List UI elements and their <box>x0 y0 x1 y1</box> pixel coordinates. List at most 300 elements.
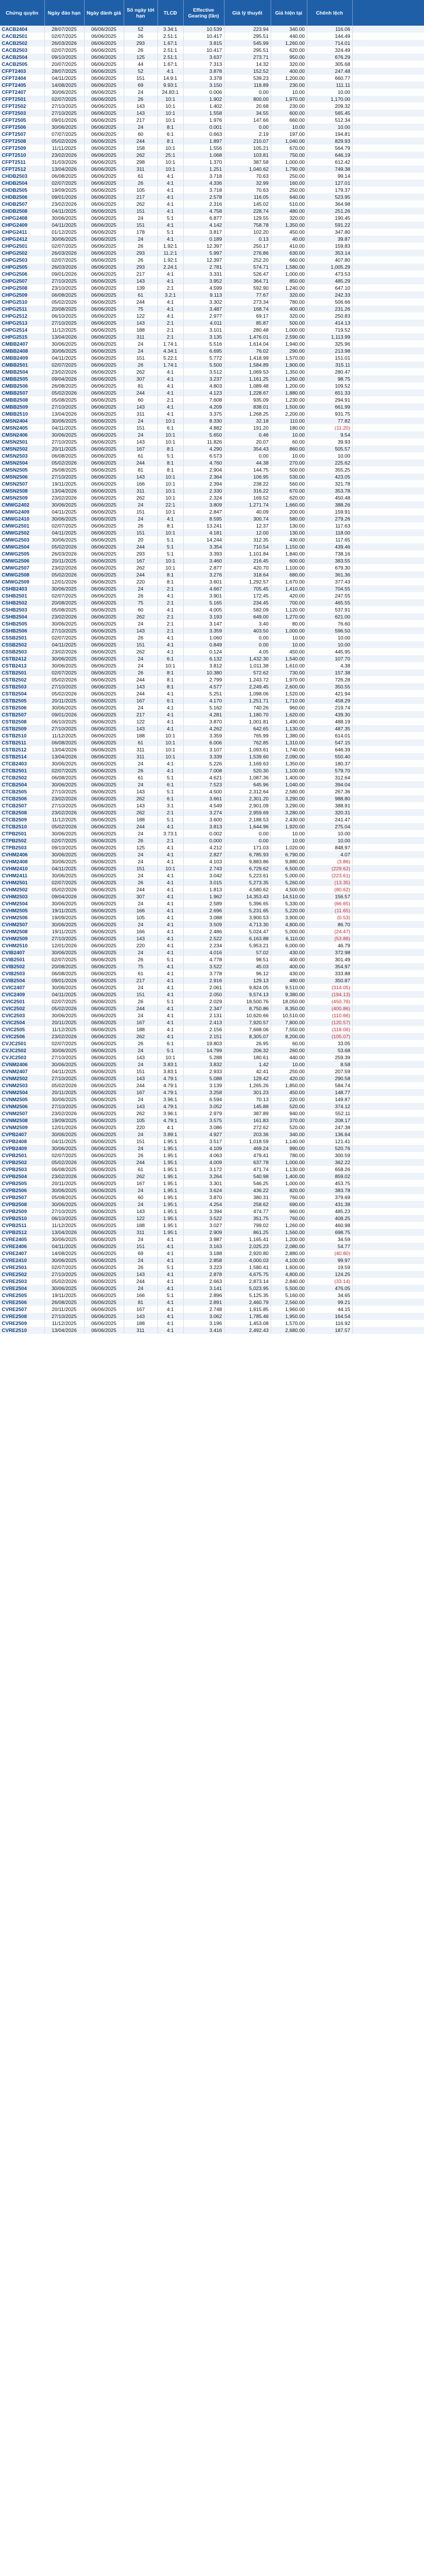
cell-spare <box>352 998 424 1005</box>
cell-current-price: 850.00 <box>271 277 307 284</box>
table-row <box>0 634 424 641</box>
table-row <box>0 1103 424 1110</box>
cell-warrant-code: CFPT2403 <box>0 68 44 75</box>
cell-conversion-ratio: 4:1 <box>157 236 183 243</box>
cell-warrant-code: CMWG2506 <box>0 557 44 564</box>
cell-spare <box>352 634 424 641</box>
cell-days-to-maturity: 24 <box>124 89 157 96</box>
table-row <box>0 1215 424 1222</box>
cell-conversion-ratio: 4:1 <box>157 718 183 725</box>
table-row <box>0 816 424 823</box>
cell-warrant-code: CVRE2410 <box>0 1257 44 1264</box>
cell-difference: 225.62 <box>307 459 352 466</box>
cell-spare <box>352 1061 424 1068</box>
cell-theoretical-price: 1,476.01 <box>224 333 271 340</box>
cell-valuation-date: 06/06/2025 <box>84 1208 124 1215</box>
cell-valuation-date: 06/06/2025 <box>84 704 124 711</box>
cell-maturity-date: 06/08/2025 <box>44 970 84 977</box>
table-row <box>0 194 424 201</box>
cell-conversion-ratio: 3.34:1 <box>157 26 183 33</box>
table-row <box>0 697 424 704</box>
cell-maturity-date: 23/02/2026 <box>44 564 84 571</box>
cell-days-to-maturity: 24 <box>124 215 157 222</box>
cell-maturity-date: 20/11/2025 <box>44 697 84 704</box>
table-row <box>0 991 424 998</box>
cell-maturity-date: 02/07/2025 <box>44 592 84 599</box>
cell-warrant-code: CVIC2505 <box>0 1026 44 1033</box>
cell-valuation-date: 06/06/2025 <box>84 326 124 333</box>
cell-valuation-date: 06/06/2025 <box>84 970 124 977</box>
cell-effective-gearing: 2.799 <box>183 676 224 683</box>
cell-current-price: 400.00 <box>271 956 307 963</box>
cell-spare <box>352 1292 424 1299</box>
cell-valuation-date: 06/06/2025 <box>84 809 124 816</box>
table-row <box>0 795 424 802</box>
cell-days-to-maturity: 166 <box>124 907 157 914</box>
cell-effective-gearing: 3.163 <box>183 1243 224 1250</box>
cell-effective-gearing: 2.324 <box>183 494 224 501</box>
cell-conversion-ratio: 10:1 <box>157 739 183 746</box>
table-row <box>0 753 424 760</box>
cell-effective-gearing: 2.316 <box>183 201 224 208</box>
cell-difference: 439.30 <box>307 711 352 718</box>
table-row <box>0 1145 424 1152</box>
cell-difference: 333.88 <box>307 970 352 977</box>
cell-spare <box>352 47 424 54</box>
cell-days-to-maturity: 262 <box>124 809 157 816</box>
cell-conversion-ratio: 4:1 <box>157 515 183 522</box>
cell-current-price: 1,710.00 <box>271 697 307 704</box>
cell-days-to-maturity: 61 <box>124 739 157 746</box>
cell-warrant-code: CMWG2409 <box>0 508 44 515</box>
cell-conversion-ratio: 4:1 <box>157 1306 183 1313</box>
cell-valuation-date: 06/06/2025 <box>84 277 124 284</box>
cell-valuation-date: 06/06/2025 <box>84 1201 124 1208</box>
cell-difference: (80.62) <box>307 886 352 893</box>
cell-valuation-date: 06/06/2025 <box>84 26 124 33</box>
cell-valuation-date: 06/06/2025 <box>84 858 124 865</box>
cell-difference: 379.69 <box>307 1194 352 1201</box>
cell-maturity-date: 14/08/2025 <box>44 82 84 89</box>
cell-current-price: 2,090.00 <box>271 753 307 760</box>
cell-warrant-code: CHPG2411 <box>0 229 44 236</box>
cell-valuation-date: 06/06/2025 <box>84 1082 124 1089</box>
cell-theoretical-price: 838.01 <box>224 403 271 410</box>
cell-spare <box>352 215 424 222</box>
cell-theoretical-price: 574.71 <box>224 263 271 270</box>
cell-effective-gearing: 2.877 <box>183 564 224 571</box>
cell-days-to-maturity: 244 <box>124 1278 157 1285</box>
cell-current-price: 60.00 <box>271 1040 307 1047</box>
cell-difference: 364.98 <box>307 201 352 208</box>
cell-theoretical-price: 645.96 <box>224 781 271 788</box>
cell-spare <box>352 1152 424 1159</box>
cell-maturity-date: 23/02/2026 <box>44 613 84 620</box>
cell-valuation-date: 06/06/2025 <box>84 886 124 893</box>
cell-current-price: 10.00 <box>271 431 307 438</box>
cell-theoretical-price: 1,271.74 <box>224 501 271 508</box>
cell-days-to-maturity: 60 <box>124 131 157 138</box>
cell-valuation-date: 06/06/2025 <box>84 592 124 599</box>
cell-days-to-maturity: 244 <box>124 138 157 145</box>
cell-days-to-maturity: 143 <box>124 103 157 110</box>
cell-effective-gearing: 3.394 <box>183 1208 224 1215</box>
cell-conversion-ratio: 4.79:1 <box>157 1103 183 1110</box>
cell-current-price: 2,430.00 <box>271 816 307 823</box>
cell-theoretical-price: 276.86 <box>224 249 271 256</box>
table-row <box>0 54 424 61</box>
cell-spare <box>352 697 424 704</box>
cell-warrant-code: CHPG2509 <box>0 291 44 298</box>
cell-maturity-date: 20/07/2025 <box>44 61 84 68</box>
cell-theoretical-price: 172.45 <box>224 592 271 599</box>
cell-valuation-date: 06/06/2025 <box>84 718 124 725</box>
cell-theoretical-price: 40.09 <box>224 508 271 515</box>
table-row <box>0 599 424 606</box>
cell-spare <box>352 333 424 340</box>
cell-current-price: 370.00 <box>271 1117 307 1124</box>
table-row <box>0 1243 424 1250</box>
cell-valuation-date: 06/06/2025 <box>84 1243 124 1250</box>
cell-difference: (314.05) <box>307 984 352 991</box>
cell-maturity-date: 05/02/2026 <box>44 1159 84 1166</box>
cell-warrant-code: CTCB2505 <box>0 788 44 795</box>
cell-difference: 4.38 <box>307 662 352 669</box>
cell-valuation-date: 06/06/2025 <box>84 508 124 515</box>
cell-valuation-date: 06/06/2025 <box>84 1012 124 1019</box>
cell-effective-gearing: 4.212 <box>183 844 224 851</box>
cell-difference: 121.41 <box>307 1138 352 1145</box>
cell-theoretical-price: 1,539.60 <box>224 753 271 760</box>
cell-valuation-date: 06/06/2025 <box>84 1166 124 1173</box>
cell-maturity-date: 20/11/2025 <box>44 1180 84 1187</box>
cell-valuation-date: 06/06/2025 <box>84 774 124 781</box>
cell-days-to-maturity: 26 <box>124 669 157 676</box>
cell-maturity-date: 04/11/2025 <box>44 424 84 431</box>
cell-spare <box>352 704 424 711</box>
cell-difference: 584.74 <box>307 1082 352 1089</box>
cell-valuation-date: 06/06/2025 <box>84 1215 124 1222</box>
cell-warrant-code: CMSN2501 <box>0 438 44 445</box>
cell-difference: 280.47 <box>307 368 352 375</box>
cell-spare <box>352 1026 424 1033</box>
cell-valuation-date: 06/06/2025 <box>84 187 124 194</box>
cell-valuation-date: 06/06/2025 <box>84 110 124 117</box>
cell-spare <box>352 131 424 138</box>
cell-difference: 320.31 <box>307 809 352 816</box>
cell-valuation-date: 06/06/2025 <box>84 208 124 215</box>
cell-current-price: 1,260.00 <box>271 40 307 47</box>
cell-effective-gearing: 2.696 <box>183 907 224 914</box>
cell-warrant-code: CVRE2507 <box>0 1306 44 1313</box>
cell-days-to-maturity: 26 <box>124 998 157 1005</box>
cell-maturity-date: 27/10/2025 <box>44 103 84 110</box>
cell-spare <box>352 725 424 732</box>
cell-difference: 354.97 <box>307 963 352 970</box>
cell-days-to-maturity: 143 <box>124 1103 157 1110</box>
cell-days-to-maturity: 244 <box>124 1159 157 1166</box>
cell-difference: 388.91 <box>307 802 352 809</box>
cell-difference: 658.26 <box>307 1166 352 1173</box>
cell-valuation-date: 06/06/2025 <box>84 935 124 942</box>
cell-warrant-code: CHPG2505 <box>0 263 44 270</box>
cell-maturity-date: 13/04/2026 <box>44 410 84 417</box>
cell-current-price: 290.00 <box>271 347 307 354</box>
cell-theoretical-price: 520.30 <box>224 767 271 774</box>
cell-spare <box>352 40 424 47</box>
cell-theoretical-price: 12.37 <box>224 522 271 529</box>
cell-spare <box>352 1145 424 1152</box>
cell-maturity-date: 20/08/2025 <box>44 963 84 970</box>
cell-theoretical-price: 129.42 <box>224 1075 271 1082</box>
cell-theoretical-price: 258.62 <box>224 1201 271 1208</box>
cell-effective-gearing: 2.156 <box>183 1026 224 1033</box>
cell-valuation-date: 06/06/2025 <box>84 312 124 319</box>
col-header-days-to-maturity: Số ngày tới hạn <box>124 0 157 26</box>
cell-maturity-date: 27/10/2025 <box>44 683 84 690</box>
cell-valuation-date: 06/06/2025 <box>84 977 124 984</box>
cell-spare <box>352 1173 424 1180</box>
cell-conversion-ratio: 4.79:1 <box>157 1082 183 1089</box>
cell-effective-gearing: 2.663 <box>183 1278 224 1285</box>
cell-theoretical-price: 180.61 <box>224 1054 271 1061</box>
cell-warrant-code: CFPT2511 <box>0 159 44 166</box>
cell-theoretical-price: 42.41 <box>224 1068 271 1075</box>
cell-effective-gearing: 2.486 <box>183 928 224 935</box>
cell-conversion-ratio: 4:1 <box>157 907 183 914</box>
cell-days-to-maturity: 244 <box>124 886 157 893</box>
cell-difference: (53.88) <box>307 935 352 942</box>
cell-difference: 10.00 <box>307 830 352 837</box>
cell-warrant-code: CVIC2502 <box>0 1005 44 1012</box>
cell-theoretical-price: 103.81 <box>224 152 271 159</box>
cell-maturity-date: 27/10/2025 <box>44 1103 84 1110</box>
cell-theoretical-price: 191.20 <box>224 424 271 431</box>
cell-spare <box>352 1124 424 1131</box>
cell-valuation-date: 06/06/2025 <box>84 753 124 760</box>
cell-theoretical-price: 4,713.30 <box>224 921 271 928</box>
cell-spare <box>352 1271 424 1278</box>
cell-current-price: 520.00 <box>271 1124 307 1131</box>
cell-conversion-ratio: 4:1 <box>157 180 183 187</box>
cell-conversion-ratio: 5:1 <box>157 1292 183 1299</box>
cell-theoretical-price: 2.19 <box>224 131 271 138</box>
cell-maturity-date: 09/01/2026 <box>44 711 84 718</box>
cell-conversion-ratio: 4:1 <box>157 222 183 229</box>
cell-valuation-date: 06/06/2025 <box>84 403 124 410</box>
cell-theoretical-price: 4,000.03 <box>224 1257 271 1264</box>
cell-current-price: 420.00 <box>271 592 307 599</box>
cell-effective-gearing: 3.027 <box>183 1222 224 1229</box>
cell-days-to-maturity: 188 <box>124 816 157 823</box>
cell-warrant-code: CSSB2502 <box>0 641 44 648</box>
cell-warrant-code: CSTB2507 <box>0 711 44 718</box>
cell-spare <box>352 438 424 445</box>
cell-spare <box>352 1320 424 1327</box>
cell-valuation-date: 06/06/2025 <box>84 40 124 47</box>
cell-conversion-ratio: 4:1 <box>157 68 183 75</box>
cell-conversion-ratio: 4:1 <box>157 1243 183 1250</box>
table-row <box>0 1131 424 1138</box>
cell-difference: 859.02 <box>307 1173 352 1180</box>
cell-spare <box>352 229 424 236</box>
cell-effective-gearing: 4.123 <box>183 389 224 396</box>
cell-conversion-ratio: 4:1 <box>157 935 183 942</box>
cell-spare <box>352 68 424 75</box>
cell-effective-gearing: 14.799 <box>183 1047 224 1054</box>
cell-valuation-date: 06/06/2025 <box>84 1187 124 1194</box>
cell-current-price: 200.00 <box>271 508 307 515</box>
cell-warrant-code: CVPB2503 <box>0 1166 44 1173</box>
cell-current-price: 1,140.00 <box>271 1138 307 1145</box>
cell-difference: 439.46 <box>307 543 352 550</box>
cell-difference: 423.05 <box>307 473 352 480</box>
cell-effective-gearing: 3.088 <box>183 914 224 921</box>
cell-conversion-ratio: 4:1 <box>157 760 183 767</box>
cell-days-to-maturity: 143 <box>124 788 157 795</box>
cell-maturity-date: 02/07/2025 <box>44 669 84 676</box>
cell-current-price: 1,020.00 <box>271 844 307 851</box>
cell-theoretical-price: 6,785.93 <box>224 851 271 858</box>
cell-spare <box>352 1236 424 1243</box>
cell-days-to-maturity: 262 <box>124 201 157 208</box>
cell-days-to-maturity: 166 <box>124 480 157 487</box>
cell-spare <box>352 802 424 809</box>
cell-warrant-code: CHPG2503 <box>0 256 44 263</box>
cell-current-price: 430.00 <box>271 949 307 956</box>
cell-days-to-maturity: 24 <box>124 1201 157 1208</box>
cell-days-to-maturity: 75 <box>124 599 157 606</box>
cell-current-price: 1,600.00 <box>271 1264 307 1271</box>
cell-current-price: 320.00 <box>271 61 307 68</box>
cell-difference: 506.66 <box>307 298 352 305</box>
cell-maturity-date: 13/04/2026 <box>44 746 84 753</box>
cell-valuation-date: 06/06/2025 <box>84 963 124 970</box>
cell-difference: 362.22 <box>307 1159 352 1166</box>
cell-spare <box>352 767 424 774</box>
cell-valuation-date: 06/06/2025 <box>84 1222 124 1229</box>
cell-effective-gearing: 3.393 <box>183 550 224 557</box>
cell-valuation-date: 06/06/2025 <box>84 1173 124 1180</box>
cell-theoretical-price: 206.32 <box>224 1047 271 1054</box>
cell-conversion-ratio: 10:1 <box>157 746 183 753</box>
cell-current-price: 1,400.00 <box>271 774 307 781</box>
cell-theoretical-price: 1,614.04 <box>224 340 271 347</box>
cell-valuation-date: 06/06/2025 <box>84 1005 124 1012</box>
cell-theoretical-price: 637.78 <box>224 1159 271 1166</box>
cell-maturity-date: 02/07/2025 <box>44 180 84 187</box>
cell-warrant-code: CHDB2504 <box>0 180 44 187</box>
cell-days-to-maturity: 293 <box>124 249 157 256</box>
col-header-effective-gearing: Effective Gearing (lần) <box>183 0 224 26</box>
cell-current-price: 1,380.00 <box>271 732 307 739</box>
cell-difference: 547.15 <box>307 739 352 746</box>
cell-maturity-date: 13/04/2026 <box>44 1229 84 1236</box>
cell-days-to-maturity: 122 <box>124 312 157 319</box>
cell-spare <box>352 1103 424 1110</box>
cell-effective-gearing: 4.011 <box>183 319 224 326</box>
cell-conversion-ratio: 4.34:1 <box>157 347 183 354</box>
table-row <box>0 746 424 753</box>
cell-spare <box>352 1159 424 1166</box>
cell-theoretical-price: 705.45 <box>224 585 271 592</box>
cell-valuation-date: 06/06/2025 <box>84 180 124 187</box>
cell-warrant-code: CVHM2410 <box>0 865 44 872</box>
cell-difference: 149.87 <box>307 1096 352 1103</box>
cell-theoretical-price: 1,785.46 <box>224 1313 271 1320</box>
cell-warrant-code: CVRE2508 <box>0 1313 44 1320</box>
cell-effective-gearing: 4.254 <box>183 1201 224 1208</box>
table-row <box>0 802 424 809</box>
cell-maturity-date: 02/07/2025 <box>44 33 84 40</box>
cell-current-price: 6,790.00 <box>271 851 307 858</box>
cell-current-price: 1,130.00 <box>271 1166 307 1173</box>
cell-difference: 350.87 <box>307 977 352 984</box>
cell-conversion-ratio: 1.74:1 <box>157 340 183 347</box>
cell-spare <box>352 606 424 613</box>
cell-effective-gearing: 3.042 <box>183 872 224 879</box>
cell-valuation-date: 06/06/2025 <box>84 1327 124 1334</box>
cell-effective-gearing: 0.189 <box>183 236 224 243</box>
cell-conversion-ratio: 5:1 <box>157 550 183 557</box>
cell-conversion-ratio: 1.92:1 <box>157 256 183 263</box>
cell-effective-gearing: 3.062 <box>183 1313 224 1320</box>
cell-warrant-code: CHDB2503 <box>0 173 44 180</box>
cell-effective-gearing: 0.001 <box>183 124 224 131</box>
cell-current-price: 1,040.00 <box>271 781 307 788</box>
cell-spare <box>352 564 424 571</box>
col-header-difference: Chênh lệch <box>307 0 352 26</box>
cell-theoretical-price: 168.74 <box>224 305 271 312</box>
cell-warrant-code: CACB2502 <box>0 40 44 47</box>
cell-maturity-date: 05/02/2026 <box>44 571 84 578</box>
cell-conversion-ratio: 4:1 <box>157 949 183 956</box>
cell-theoretical-price: 765.99 <box>224 732 271 739</box>
cell-theoretical-price: 3,900.53 <box>224 914 271 921</box>
cell-days-to-maturity: 143 <box>124 935 157 942</box>
cell-spare <box>352 382 424 389</box>
cell-maturity-date: 30/06/2025 <box>44 662 84 669</box>
cell-current-price: 1,200.00 <box>271 75 307 82</box>
cell-difference: 109.52 <box>307 382 352 389</box>
cell-valuation-date: 06/06/2025 <box>84 830 124 837</box>
cell-conversion-ratio: 4:1 <box>157 606 183 613</box>
cell-current-price: 660.00 <box>271 256 307 263</box>
cell-theoretical-price: 592.90 <box>224 284 271 291</box>
cell-days-to-maturity: 244 <box>124 298 157 305</box>
cell-maturity-date: 23/02/2026 <box>44 809 84 816</box>
table-row <box>0 648 424 655</box>
cell-theoretical-price: 2,188.53 <box>224 816 271 823</box>
cell-theoretical-price: 7,668.06 <box>224 1026 271 1033</box>
cell-days-to-maturity: 24 <box>124 872 157 879</box>
cell-warrant-code: CHDB2506 <box>0 194 44 201</box>
cell-maturity-date: 26/08/2025 <box>44 1299 84 1306</box>
cell-effective-gearing: 4.103 <box>183 858 224 865</box>
cell-effective-gearing: 7.313 <box>183 61 224 68</box>
cell-conversion-ratio: 14.9:1 <box>157 75 183 82</box>
cell-theoretical-price: 2,312.64 <box>224 788 271 795</box>
table-row <box>0 557 424 564</box>
cell-warrant-code: CVNM2504 <box>0 1089 44 1096</box>
cell-maturity-date: 04/11/2025 <box>44 208 84 215</box>
cell-current-price: 7,800.00 <box>271 1019 307 1026</box>
table-row <box>0 830 424 837</box>
table-row <box>0 494 424 501</box>
cell-warrant-code: CMWG2410 <box>0 515 44 522</box>
cell-days-to-maturity: 24 <box>124 1257 157 1264</box>
cell-current-price: 1,000.00 <box>271 326 307 333</box>
